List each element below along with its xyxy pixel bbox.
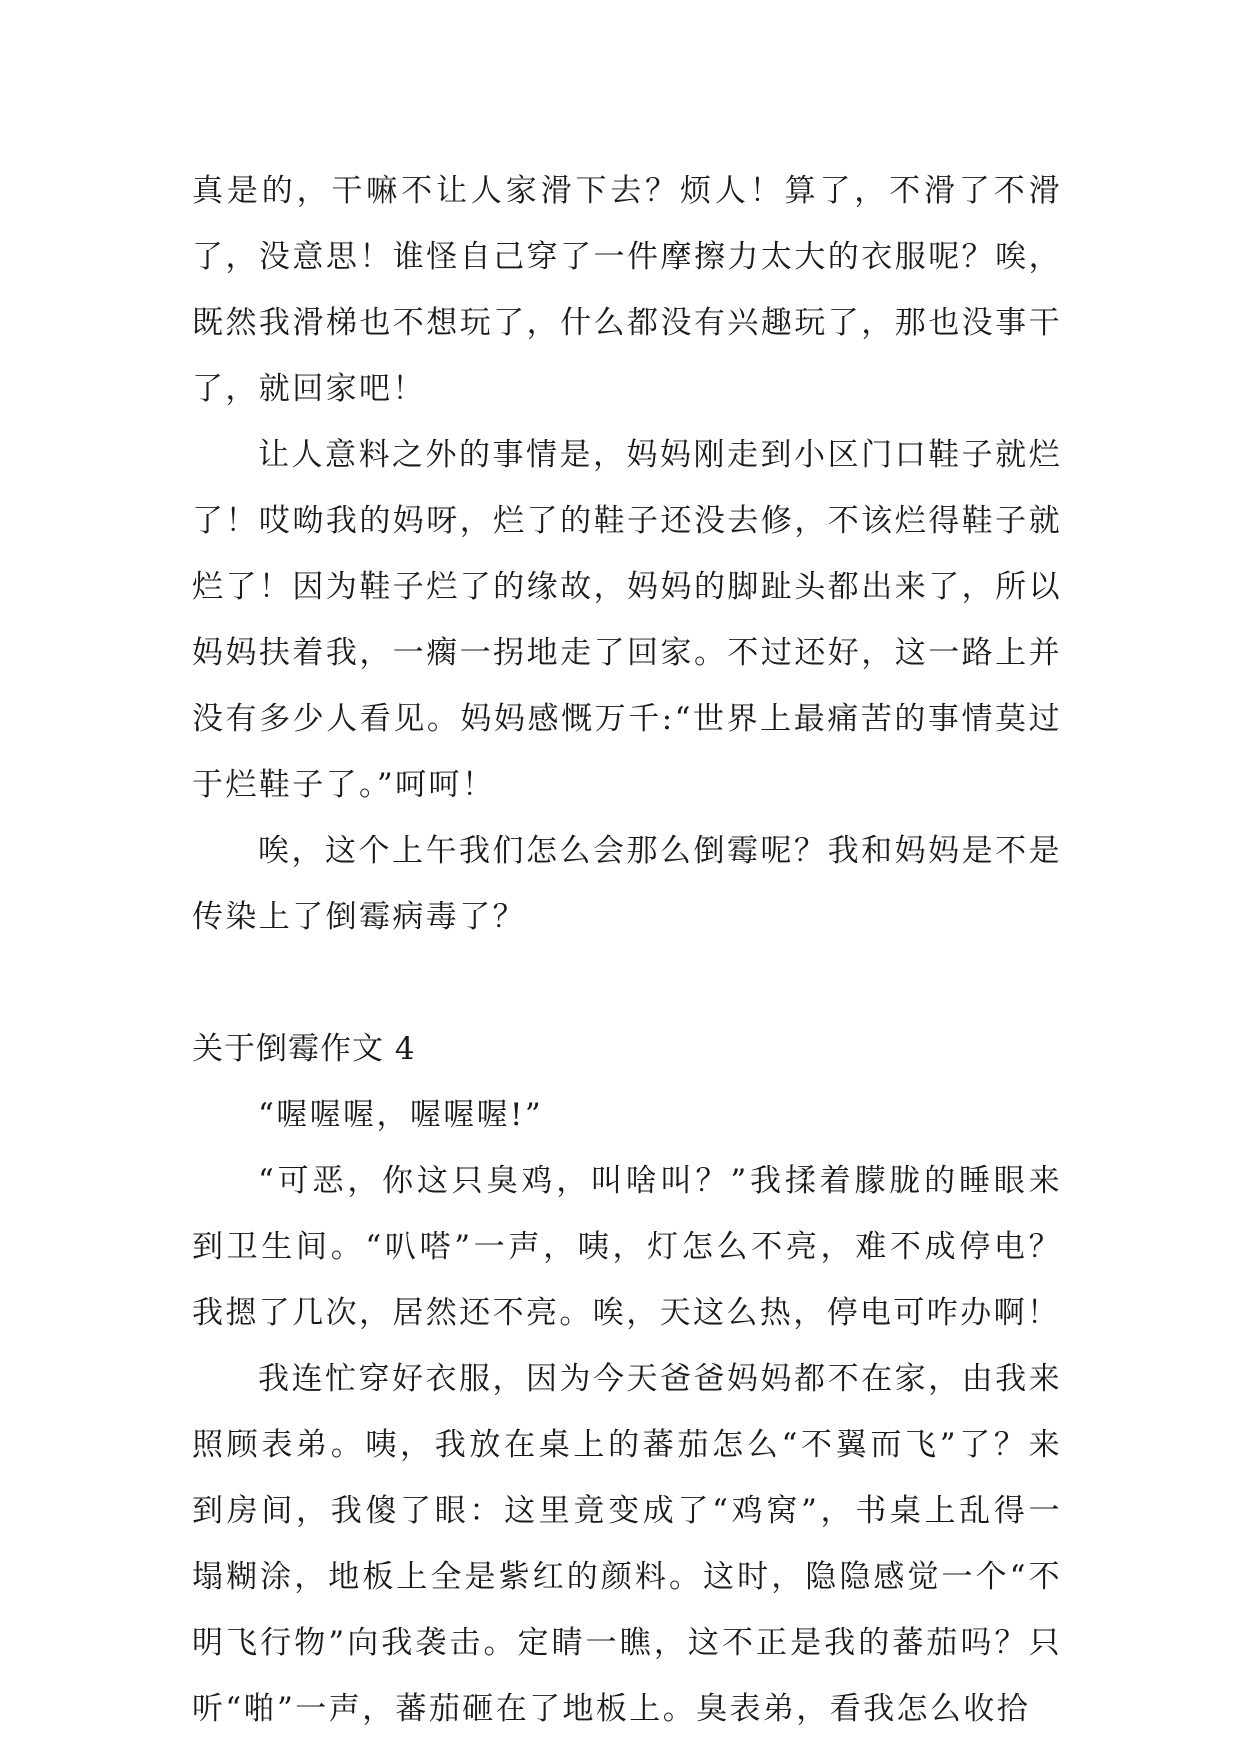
document-body <box>192 158 1062 1742</box>
section-title: 关于倒霉作文 4 <box>192 1031 416 1067</box>
paragraph: 真是的，干嘛不让人家滑下去？烦人！算了，不滑了不滑了，没意思！谁怪自己穿了一件摩擦力太大的衣服呢？唉，既然我滑梯也不想玩了，什么都没有兴趣玩了，那也没事干了，就回家吧！ <box>192 173 1062 407</box>
paragraph: 让人意料之外的事情是，妈妈刚走到小区门口鞋子就烂了！哎呦我的妈呀，烂了的鞋子还没去修，不该烂得鞋子就烂了！因为鞋子烂了的缘故，妈妈的脚趾头都出来了，所以妈妈扶着我，一瘸一拐地走了回家。不过还好，这一路上并没有多少人看见。妈妈感慨万千:“世界上最痛苦的事情莫过于烂鞋子了。”呵呵！ <box>192 437 1062 803</box>
paragraph: “可恶，你这只臭鸡，叫啥叫？”我揉着朦胧的睡眼来到卫生间。“叭嗒”一声，咦，灯怎么不亮，难不成停电？我摁了几次，居然还不亮。唉，天这么热，停电可咋办啊！ <box>192 1163 1062 1331</box>
paragraph: “喔喔喔，喔喔喔!” <box>258 1097 544 1133</box>
paragraph: 唉，这个上午我们怎么会那么倒霉呢？我和妈妈是不是传染上了倒霉病毒了？ <box>192 833 1062 935</box>
paragraph: 我连忙穿好衣服，因为今天爸爸妈妈都不在家，由我来照顾表弟。咦，我放在桌上的蕃茄怎么“不翼而飞”了？来到房间，我傻了眼：这里竟变成了“鸡窝”，书桌上乱得一塌糊涂，地板上全是紫红的颜料。这时，隐隐感觉一个“不明飞行物”向我袭击。定睛一瞧，这不正是我的蕃茄吗？只听“啪”一声，蕃茄砸在了地板上。臭表弟，看我怎么收拾 <box>192 1361 1062 1727</box>
